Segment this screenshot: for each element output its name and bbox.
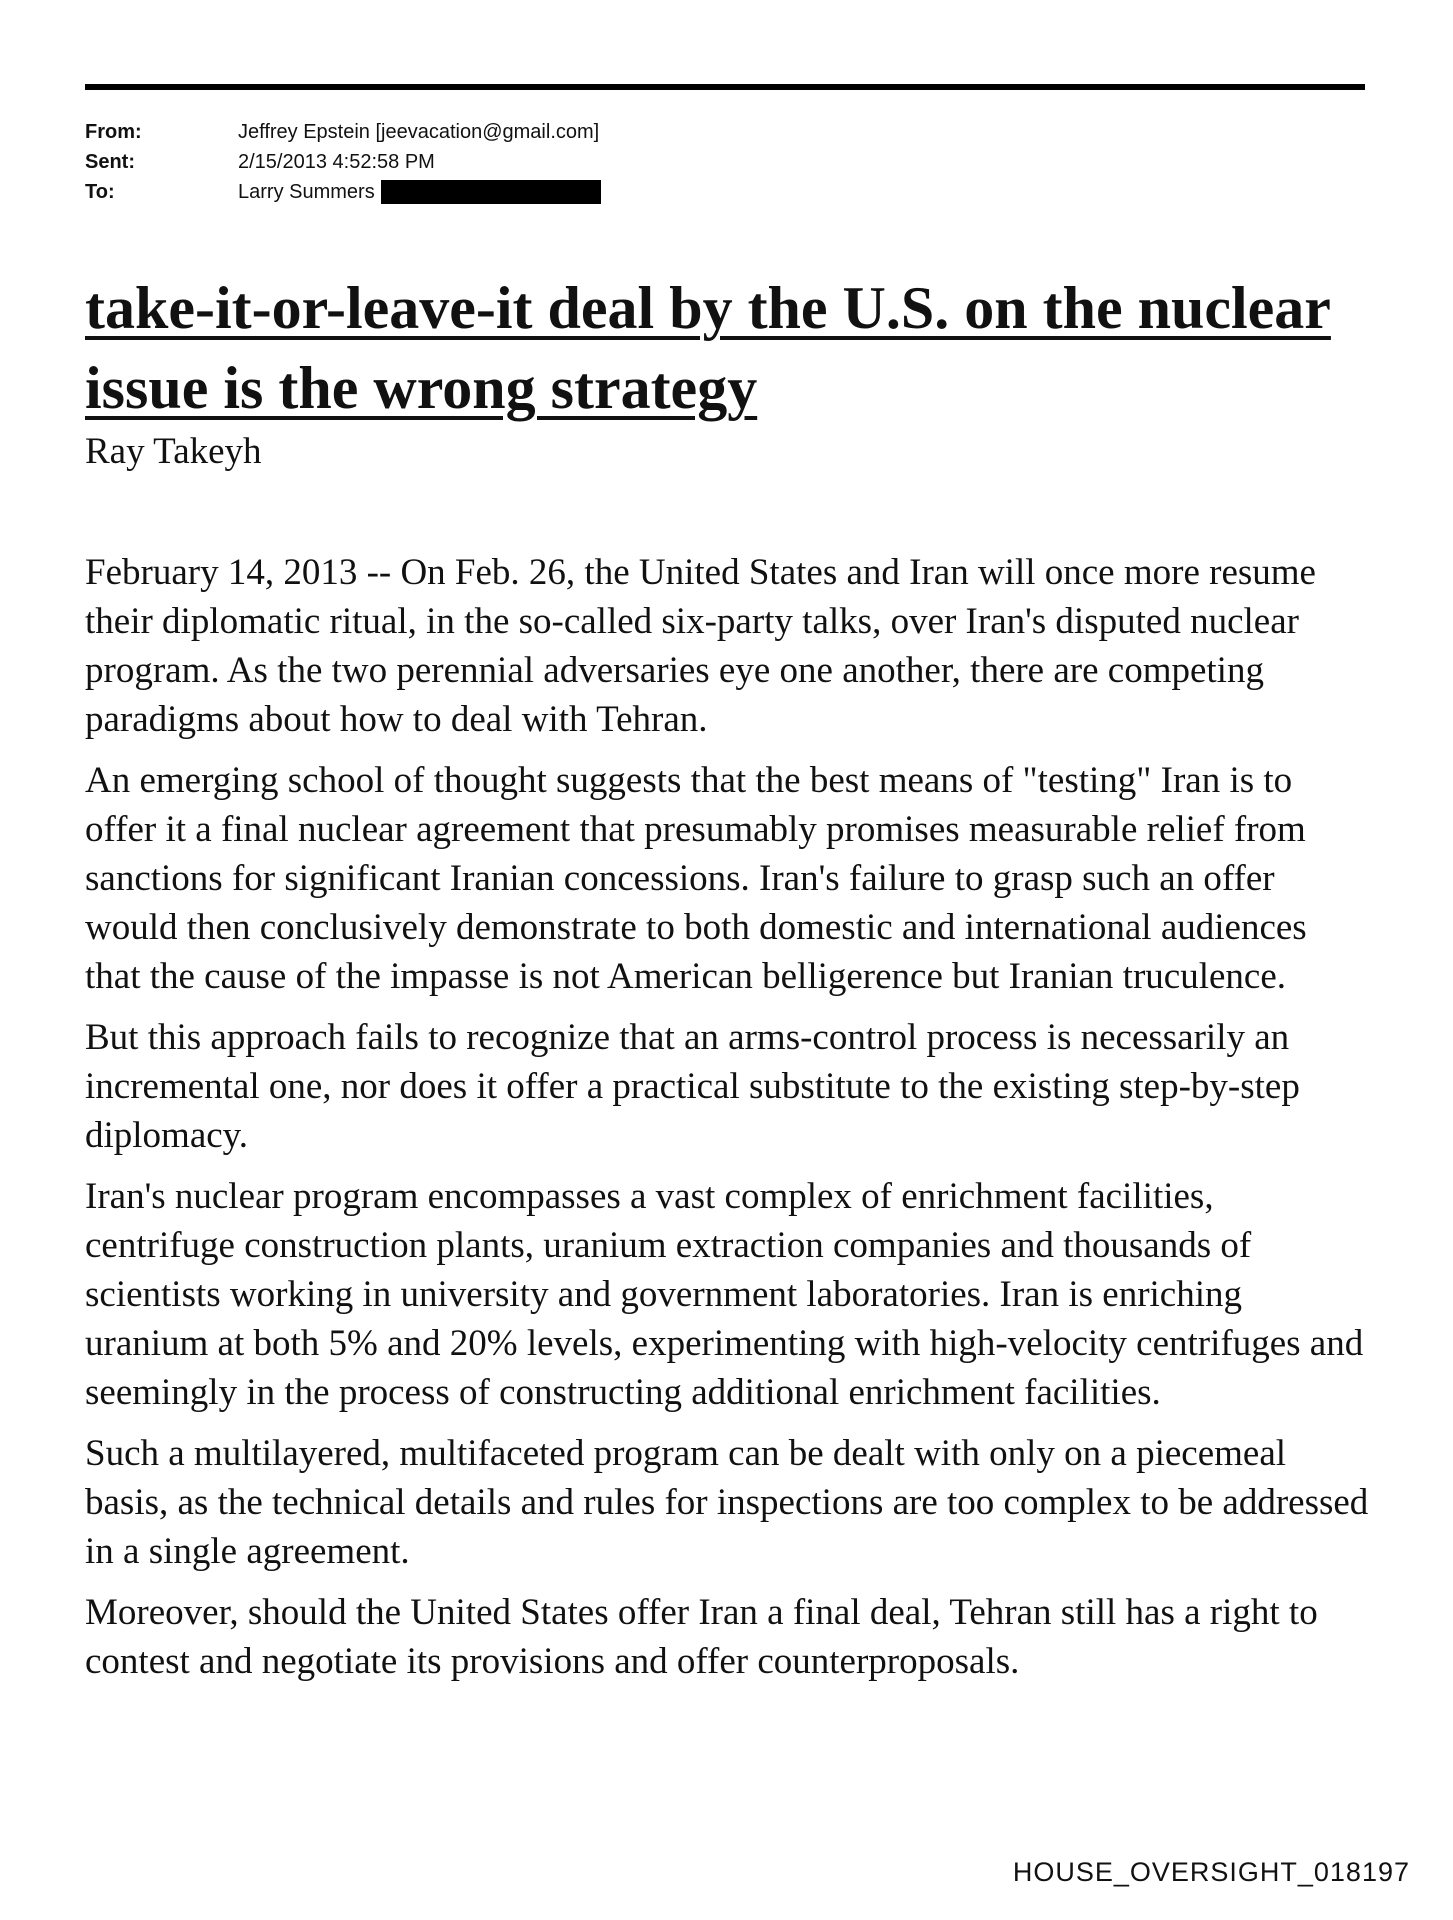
from-label: From: [85,121,142,143]
paragraph: But this approach fails to recognize that an arms-control process is necessarily an incremental one, nor does it offer a practical substitute to the existing step-by-step diplomacy. [85,1017,1300,1156]
redaction-box [381,180,601,204]
paragraph: Such a multilayered, multifaceted program can be dealt with only on a piecemeal basis, as the technical details and rules for inspections are too complex to be addressed in a single agreement. [85,1433,1369,1572]
to-row [85,177,601,207]
to-value-wrap [238,177,601,207]
to-label: To: [85,181,115,203]
article-body [85,548,1370,1698]
sent-label: Sent: [85,151,135,173]
from-value: Jeffrey Epstein [jeevacation@gmail.com] [238,121,600,143]
email-header [85,117,601,207]
bates-number: HOUSE_OVERSIGHT_018197 [1012,1857,1410,1887]
from-row [85,117,601,147]
paragraph: Iran's nuclear program encompasses a vast complex of enrichment facilities, centrifuge construction plants, uranium extraction companies and thousands of scientists working in university and government laboratories. Iran is enriching uranium at both 5% and 20% levels, experimenting with high-velocity centrifuges and seemingly in the process of constructing additional enrichment facilities. [85,1176,1364,1413]
top-divider [85,84,1365,90]
to-value: Larry Summers [238,181,375,203]
article-author: Ray Takeyh [85,431,262,472]
article-headline: take-it-or-leave-it deal by the U.S. on the nuclear issue is the wrong strategy [85,275,1331,421]
paragraph: Moreover, should the United States offer Iran a final deal, Tehran still has a right to contest and negotiate its provisions and offer counterproposals. [85,1592,1318,1682]
paragraph: February 14, 2013 -- On Feb. 26, the United States and Iran will once more resume their diplomatic ritual, in the so-called six-party talks, over Iran's disputed nuclear program. As the two perennial adversaries eye one another, there are competing paradigms about how to deal with Tehran. [85,552,1316,740]
sent-row [85,147,601,177]
paragraph: An emerging school of thought suggests that the best means of "testing" Iran is to offer it a final nuclear agreement that presumably promises measurable relief from sanctions for significant Iranian concessions. Iran's failure to grasp such an offer would then conclusively demonstrate to both domestic and international audiences that the cause of the impasse is not American belligerence but Iranian truculence. [85,760,1307,997]
sent-value: 2/15/2013 4:52:58 PM [238,151,435,173]
